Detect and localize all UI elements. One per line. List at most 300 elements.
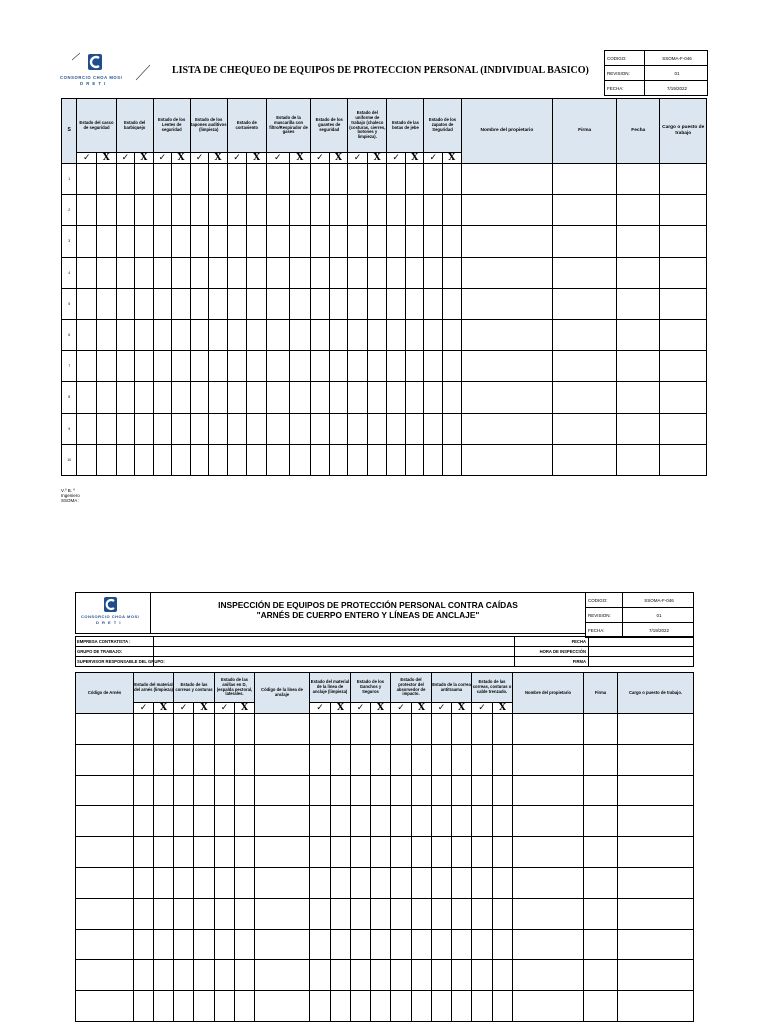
entry-cell[interactable] xyxy=(493,837,513,868)
entry-cell[interactable] xyxy=(452,929,472,960)
entry-cell[interactable] xyxy=(247,226,267,257)
entry-cell[interactable] xyxy=(266,257,289,288)
entry-cell[interactable] xyxy=(367,351,387,382)
entry-cell[interactable] xyxy=(391,775,412,806)
entry-cell[interactable] xyxy=(367,319,387,350)
company-field[interactable] xyxy=(154,637,515,647)
firma-field[interactable] xyxy=(589,657,694,667)
entry-cell[interactable] xyxy=(412,714,432,745)
entry-cell[interactable] xyxy=(371,714,391,745)
entry-cell[interactable] xyxy=(443,413,462,444)
entry-cell[interactable] xyxy=(154,991,174,1022)
entry-cell[interactable] xyxy=(387,444,406,475)
entry-cell[interactable] xyxy=(584,714,618,745)
entry-cell[interactable] xyxy=(311,288,330,319)
entry-cell[interactable] xyxy=(424,444,443,475)
entry-cell[interactable] xyxy=(235,960,255,991)
entry-cell[interactable] xyxy=(209,382,228,413)
entry-cell[interactable] xyxy=(194,806,215,837)
entry-cell[interactable] xyxy=(329,195,348,226)
entry-cell[interactable] xyxy=(227,319,247,350)
entry-cell[interactable] xyxy=(432,775,452,806)
entry-cell[interactable] xyxy=(443,351,462,382)
entry-cell[interactable] xyxy=(618,991,694,1022)
entry-cell[interactable] xyxy=(618,960,694,991)
entry-cell[interactable] xyxy=(97,382,117,413)
entry-cell[interactable] xyxy=(351,991,371,1022)
entry-cell[interactable] xyxy=(289,288,311,319)
entry-cell[interactable] xyxy=(461,413,553,444)
entry-cell[interactable] xyxy=(76,867,134,898)
entry-cell[interactable] xyxy=(310,714,331,745)
entry-cell[interactable] xyxy=(584,991,618,1022)
entry-cell[interactable] xyxy=(424,164,443,195)
entry-cell[interactable] xyxy=(76,929,134,960)
entry-cell[interactable] xyxy=(135,195,154,226)
entry-cell[interactable] xyxy=(391,744,412,775)
entry-cell[interactable] xyxy=(77,444,97,475)
entry-cell[interactable] xyxy=(194,744,215,775)
entry-cell[interactable] xyxy=(215,714,235,745)
entry-cell[interactable] xyxy=(493,867,513,898)
entry-cell[interactable] xyxy=(584,960,618,991)
entry-cell[interactable] xyxy=(424,319,443,350)
entry-cell[interactable] xyxy=(371,867,391,898)
entry-cell[interactable] xyxy=(412,929,432,960)
entry-cell[interactable] xyxy=(77,382,97,413)
entry-cell[interactable] xyxy=(134,837,154,868)
entry-cell[interactable] xyxy=(154,929,174,960)
entry-cell[interactable] xyxy=(461,195,553,226)
entry-cell[interactable] xyxy=(493,806,513,837)
entry-cell[interactable] xyxy=(329,164,348,195)
entry-cell[interactable] xyxy=(77,351,97,382)
entry-cell[interactable] xyxy=(660,226,707,257)
entry-cell[interactable] xyxy=(266,195,289,226)
entry-cell[interactable] xyxy=(472,744,493,775)
entry-cell[interactable] xyxy=(443,319,462,350)
entry-cell[interactable] xyxy=(97,413,117,444)
entry-cell[interactable] xyxy=(351,867,371,898)
entry-cell[interactable] xyxy=(194,929,215,960)
entry-cell[interactable] xyxy=(153,288,172,319)
entry-cell[interactable] xyxy=(461,444,553,475)
entry-cell[interactable] xyxy=(472,929,493,960)
entry-cell[interactable] xyxy=(215,806,235,837)
entry-cell[interactable] xyxy=(618,744,694,775)
entry-cell[interactable] xyxy=(172,288,191,319)
entry-cell[interactable] xyxy=(452,867,472,898)
entry-cell[interactable] xyxy=(432,991,452,1022)
entry-cell[interactable] xyxy=(172,226,191,257)
entry-cell[interactable] xyxy=(472,898,493,929)
group-field[interactable] xyxy=(154,647,515,657)
entry-cell[interactable] xyxy=(247,351,267,382)
entry-cell[interactable] xyxy=(194,714,215,745)
entry-cell[interactable] xyxy=(97,164,117,195)
entry-cell[interactable] xyxy=(472,806,493,837)
entry-cell[interactable] xyxy=(172,319,191,350)
entry-cell[interactable] xyxy=(215,960,235,991)
entry-cell[interactable] xyxy=(235,714,255,745)
entry-cell[interactable] xyxy=(227,382,247,413)
entry-cell[interactable] xyxy=(493,775,513,806)
entry-cell[interactable] xyxy=(553,319,617,350)
entry-cell[interactable] xyxy=(266,382,289,413)
entry-cell[interactable] xyxy=(209,195,228,226)
entry-cell[interactable] xyxy=(348,195,368,226)
entry-cell[interactable] xyxy=(513,929,584,960)
entry-cell[interactable] xyxy=(174,898,194,929)
entry-cell[interactable] xyxy=(452,775,472,806)
entry-cell[interactable] xyxy=(289,257,311,288)
entry-cell[interactable] xyxy=(329,382,348,413)
entry-cell[interactable] xyxy=(371,991,391,1022)
entry-cell[interactable] xyxy=(215,775,235,806)
entry-cell[interactable] xyxy=(116,351,135,382)
entry-cell[interactable] xyxy=(351,806,371,837)
entry-cell[interactable] xyxy=(172,413,191,444)
entry-cell[interactable] xyxy=(311,226,330,257)
entry-cell[interactable] xyxy=(348,319,368,350)
entry-cell[interactable] xyxy=(660,164,707,195)
entry-cell[interactable] xyxy=(432,806,452,837)
entry-cell[interactable] xyxy=(443,164,462,195)
entry-cell[interactable] xyxy=(97,257,117,288)
entry-cell[interactable] xyxy=(77,226,97,257)
entry-cell[interactable] xyxy=(553,257,617,288)
entry-cell[interactable] xyxy=(405,164,424,195)
entry-cell[interactable] xyxy=(134,775,154,806)
entry-cell[interactable] xyxy=(387,382,406,413)
entry-cell[interactable] xyxy=(553,444,617,475)
entry-cell[interactable] xyxy=(116,319,135,350)
entry-cell[interactable] xyxy=(432,744,452,775)
entry-cell[interactable] xyxy=(452,898,472,929)
entry-cell[interactable] xyxy=(97,319,117,350)
entry-cell[interactable] xyxy=(247,319,267,350)
entry-cell[interactable] xyxy=(584,898,618,929)
entry-cell[interactable] xyxy=(174,744,194,775)
entry-cell[interactable] xyxy=(76,898,134,929)
entry-cell[interactable] xyxy=(412,837,432,868)
entry-cell[interactable] xyxy=(209,226,228,257)
entry-cell[interactable] xyxy=(215,837,235,868)
entry-cell[interactable] xyxy=(194,867,215,898)
entry-cell[interactable] xyxy=(391,960,412,991)
entry-cell[interactable] xyxy=(584,775,618,806)
entry-cell[interactable] xyxy=(174,960,194,991)
entry-cell[interactable] xyxy=(331,806,351,837)
entry-cell[interactable] xyxy=(255,960,310,991)
entry-cell[interactable] xyxy=(331,929,351,960)
entry-cell[interactable] xyxy=(618,837,694,868)
entry-cell[interactable] xyxy=(154,837,174,868)
entry-cell[interactable] xyxy=(77,164,97,195)
entry-cell[interactable] xyxy=(174,837,194,868)
entry-cell[interactable] xyxy=(553,351,617,382)
entry-cell[interactable] xyxy=(472,837,493,868)
inspection-hour-field[interactable] xyxy=(589,647,694,657)
entry-cell[interactable] xyxy=(172,195,191,226)
entry-cell[interactable] xyxy=(618,867,694,898)
entry-cell[interactable] xyxy=(351,744,371,775)
entry-cell[interactable] xyxy=(391,929,412,960)
entry-cell[interactable] xyxy=(584,837,618,868)
entry-cell[interactable] xyxy=(235,775,255,806)
entry-cell[interactable] xyxy=(329,413,348,444)
entry-cell[interactable] xyxy=(154,960,174,991)
entry-cell[interactable] xyxy=(660,351,707,382)
entry-cell[interactable] xyxy=(452,837,472,868)
entry-cell[interactable] xyxy=(618,929,694,960)
entry-cell[interactable] xyxy=(116,382,135,413)
entry-cell[interactable] xyxy=(153,444,172,475)
entry-cell[interactable] xyxy=(348,413,368,444)
entry-cell[interactable] xyxy=(351,929,371,960)
entry-cell[interactable] xyxy=(371,744,391,775)
entry-cell[interactable] xyxy=(190,382,209,413)
entry-cell[interactable] xyxy=(351,837,371,868)
entry-cell[interactable] xyxy=(153,413,172,444)
entry-cell[interactable] xyxy=(190,226,209,257)
fecha-field[interactable] xyxy=(589,637,694,647)
entry-cell[interactable] xyxy=(348,288,368,319)
entry-cell[interactable] xyxy=(310,991,331,1022)
entry-cell[interactable] xyxy=(618,775,694,806)
entry-cell[interactable] xyxy=(424,195,443,226)
entry-cell[interactable] xyxy=(405,413,424,444)
entry-cell[interactable] xyxy=(97,226,117,257)
entry-cell[interactable] xyxy=(618,898,694,929)
entry-cell[interactable] xyxy=(584,867,618,898)
entry-cell[interactable] xyxy=(116,413,135,444)
entry-cell[interactable] xyxy=(76,714,134,745)
supervisor-field[interactable] xyxy=(154,657,515,667)
entry-cell[interactable] xyxy=(371,837,391,868)
entry-cell[interactable] xyxy=(190,444,209,475)
entry-cell[interactable] xyxy=(209,288,228,319)
entry-cell[interactable] xyxy=(289,382,311,413)
entry-cell[interactable] xyxy=(412,991,432,1022)
entry-cell[interactable] xyxy=(134,867,154,898)
entry-cell[interactable] xyxy=(235,744,255,775)
entry-cell[interactable] xyxy=(348,382,368,413)
entry-cell[interactable] xyxy=(331,837,351,868)
entry-cell[interactable] xyxy=(76,775,134,806)
entry-cell[interactable] xyxy=(331,991,351,1022)
entry-cell[interactable] xyxy=(391,867,412,898)
entry-cell[interactable] xyxy=(154,806,174,837)
entry-cell[interactable] xyxy=(76,806,134,837)
entry-cell[interactable] xyxy=(209,164,228,195)
entry-cell[interactable] xyxy=(461,164,553,195)
entry-cell[interactable] xyxy=(289,226,311,257)
entry-cell[interactable] xyxy=(553,288,617,319)
entry-cell[interactable] xyxy=(513,806,584,837)
entry-cell[interactable] xyxy=(329,257,348,288)
entry-cell[interactable] xyxy=(351,775,371,806)
entry-cell[interactable] xyxy=(116,164,135,195)
entry-cell[interactable] xyxy=(493,991,513,1022)
entry-cell[interactable] xyxy=(172,444,191,475)
entry-cell[interactable] xyxy=(348,351,368,382)
entry-cell[interactable] xyxy=(660,444,707,475)
entry-cell[interactable] xyxy=(153,164,172,195)
entry-cell[interactable] xyxy=(412,898,432,929)
entry-cell[interactable] xyxy=(235,837,255,868)
entry-cell[interactable] xyxy=(235,867,255,898)
entry-cell[interactable] xyxy=(255,837,310,868)
entry-cell[interactable] xyxy=(432,960,452,991)
entry-cell[interactable] xyxy=(412,867,432,898)
entry-cell[interactable] xyxy=(266,444,289,475)
entry-cell[interactable] xyxy=(617,444,660,475)
entry-cell[interactable] xyxy=(367,288,387,319)
entry-cell[interactable] xyxy=(405,288,424,319)
entry-cell[interactable] xyxy=(190,413,209,444)
entry-cell[interactable] xyxy=(387,413,406,444)
entry-cell[interactable] xyxy=(493,929,513,960)
entry-cell[interactable] xyxy=(405,319,424,350)
entry-cell[interactable] xyxy=(311,351,330,382)
entry-cell[interactable] xyxy=(154,775,174,806)
entry-cell[interactable] xyxy=(76,744,134,775)
entry-cell[interactable] xyxy=(227,226,247,257)
entry-cell[interactable] xyxy=(367,195,387,226)
entry-cell[interactable] xyxy=(227,195,247,226)
entry-cell[interactable] xyxy=(443,226,462,257)
entry-cell[interactable] xyxy=(311,257,330,288)
entry-cell[interactable] xyxy=(289,164,311,195)
entry-cell[interactable] xyxy=(77,195,97,226)
entry-cell[interactable] xyxy=(116,288,135,319)
entry-cell[interactable] xyxy=(215,744,235,775)
entry-cell[interactable] xyxy=(154,744,174,775)
entry-cell[interactable] xyxy=(227,413,247,444)
entry-cell[interactable] xyxy=(617,288,660,319)
entry-cell[interactable] xyxy=(513,837,584,868)
entry-cell[interactable] xyxy=(405,351,424,382)
entry-cell[interactable] xyxy=(405,257,424,288)
entry-cell[interactable] xyxy=(412,775,432,806)
entry-cell[interactable] xyxy=(235,806,255,837)
entry-cell[interactable] xyxy=(424,413,443,444)
entry-cell[interactable] xyxy=(174,775,194,806)
entry-cell[interactable] xyxy=(371,960,391,991)
entry-cell[interactable] xyxy=(153,226,172,257)
entry-cell[interactable] xyxy=(153,351,172,382)
entry-cell[interactable] xyxy=(134,714,154,745)
entry-cell[interactable] xyxy=(194,991,215,1022)
entry-cell[interactable] xyxy=(331,775,351,806)
entry-cell[interactable] xyxy=(153,382,172,413)
entry-cell[interactable] xyxy=(289,195,311,226)
entry-cell[interactable] xyxy=(209,444,228,475)
entry-cell[interactable] xyxy=(247,164,267,195)
entry-cell[interactable] xyxy=(311,444,330,475)
entry-cell[interactable] xyxy=(154,714,174,745)
entry-cell[interactable] xyxy=(452,991,472,1022)
entry-cell[interactable] xyxy=(153,257,172,288)
entry-cell[interactable] xyxy=(513,960,584,991)
entry-cell[interactable] xyxy=(513,744,584,775)
entry-cell[interactable] xyxy=(116,195,135,226)
entry-cell[interactable] xyxy=(432,714,452,745)
entry-cell[interactable] xyxy=(443,195,462,226)
entry-cell[interactable] xyxy=(247,257,267,288)
entry-cell[interactable] xyxy=(266,288,289,319)
entry-cell[interactable] xyxy=(255,991,310,1022)
entry-cell[interactable] xyxy=(461,226,553,257)
entry-cell[interactable] xyxy=(412,806,432,837)
entry-cell[interactable] xyxy=(432,898,452,929)
entry-cell[interactable] xyxy=(266,351,289,382)
entry-cell[interactable] xyxy=(215,867,235,898)
entry-cell[interactable] xyxy=(405,195,424,226)
entry-cell[interactable] xyxy=(310,837,331,868)
entry-cell[interactable] xyxy=(584,806,618,837)
entry-cell[interactable] xyxy=(617,351,660,382)
entry-cell[interactable] xyxy=(367,226,387,257)
entry-cell[interactable] xyxy=(660,319,707,350)
entry-cell[interactable] xyxy=(135,288,154,319)
entry-cell[interactable] xyxy=(452,806,472,837)
entry-cell[interactable] xyxy=(266,164,289,195)
entry-cell[interactable] xyxy=(443,288,462,319)
entry-cell[interactable] xyxy=(348,257,368,288)
entry-cell[interactable] xyxy=(255,867,310,898)
entry-cell[interactable] xyxy=(553,195,617,226)
entry-cell[interactable] xyxy=(153,319,172,350)
entry-cell[interactable] xyxy=(493,898,513,929)
entry-cell[interactable] xyxy=(617,226,660,257)
entry-cell[interactable] xyxy=(348,444,368,475)
entry-cell[interactable] xyxy=(617,319,660,350)
entry-cell[interactable] xyxy=(116,257,135,288)
entry-cell[interactable] xyxy=(76,837,134,868)
entry-cell[interactable] xyxy=(412,744,432,775)
entry-cell[interactable] xyxy=(134,929,154,960)
entry-cell[interactable] xyxy=(134,960,154,991)
entry-cell[interactable] xyxy=(371,775,391,806)
entry-cell[interactable] xyxy=(77,413,97,444)
entry-cell[interactable] xyxy=(387,195,406,226)
entry-cell[interactable] xyxy=(513,867,584,898)
entry-cell[interactable] xyxy=(135,444,154,475)
entry-cell[interactable] xyxy=(617,413,660,444)
entry-cell[interactable] xyxy=(247,413,267,444)
entry-cell[interactable] xyxy=(154,898,174,929)
entry-cell[interactable] xyxy=(289,413,311,444)
entry-cell[interactable] xyxy=(97,351,117,382)
entry-cell[interactable] xyxy=(266,413,289,444)
entry-cell[interactable] xyxy=(351,714,371,745)
entry-cell[interactable] xyxy=(194,898,215,929)
entry-cell[interactable] xyxy=(584,744,618,775)
entry-cell[interactable] xyxy=(660,195,707,226)
entry-cell[interactable] xyxy=(227,288,247,319)
entry-cell[interactable] xyxy=(194,837,215,868)
entry-cell[interactable] xyxy=(194,960,215,991)
entry-cell[interactable] xyxy=(443,444,462,475)
entry-cell[interactable] xyxy=(553,226,617,257)
entry-cell[interactable] xyxy=(371,898,391,929)
entry-cell[interactable] xyxy=(331,714,351,745)
entry-cell[interactable] xyxy=(367,444,387,475)
entry-cell[interactable] xyxy=(209,351,228,382)
entry-cell[interactable] xyxy=(194,775,215,806)
